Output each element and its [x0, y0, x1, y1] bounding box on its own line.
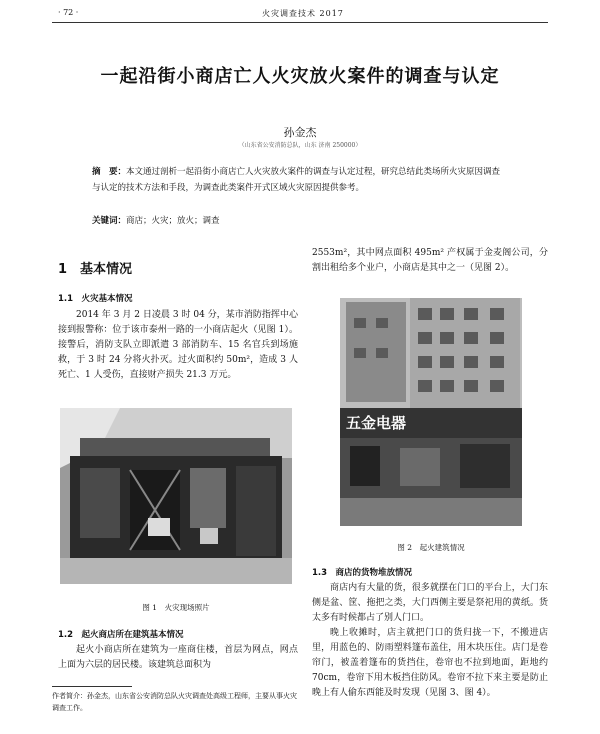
paragraph: 起火小商店所在建筑为一座商住楼，首层为网点，网点上面为六层的居民楼。该建筑总面积为: [58, 645, 298, 670]
figure-1-caption: 图 1 火灾现场照片: [142, 603, 210, 612]
keywords: [92, 214, 220, 226]
header-rule: [52, 22, 548, 23]
paragraph: 晚上收摊时，店主就把门口的货归拢一下，不搬进店里，用蓝色的、防雨塑料篷布盖住，用木块压住。店门是卷帘门，被盖着篷布的货挡住，卷帘也不拉到地面，距地约 70cm，卷帘下用木板挡住防风。卷帘不拉下来主要是防止晚上有人偷东西能及时发现（见图 3、图 4）。: [312, 628, 548, 698]
abstract-text: 本文通过剖析一起沿街小商店亡人火灾放火案件的调查与认定过程，研究总结此类场所火灾原因调查与认定的技术方法和手段，为调查此类案件开式区域火灾原因提供参考。: [92, 167, 501, 193]
subsection-1-2-body: [58, 643, 298, 673]
affiliation: （山东省公安消防总队，山东 济南 250000）: [238, 142, 362, 149]
subsection-1-1-body: [58, 308, 298, 383]
footnote-rule: [52, 686, 132, 687]
subsection-1-3-body: [312, 581, 548, 701]
right-column-intro: [312, 246, 548, 276]
abstract: [92, 164, 508, 196]
section-1-heading: 1 基本情况: [58, 262, 133, 277]
abstract-label: 摘 要：: [92, 167, 127, 177]
figure-1-fire-scene-photo: [60, 408, 292, 584]
author: 孙金杰: [283, 126, 317, 139]
article-title: 一起沿街小商店亡人火灾放火案件的调查与认定: [100, 66, 500, 87]
journal-title: 火灾调查技术 2017: [262, 9, 344, 18]
author-footnote: 作者简介：孙金杰，山东省公安消防总队火灾调查处高级工程师，主要从事火灾调查工作。: [52, 692, 297, 712]
keywords-label: 关键词：: [92, 216, 127, 226]
paragraph: 商店内有大量的货，很多就摆在门口的平台上，大门东侧是盆、筐、拖把之类，大门西侧主要是祭祀用的黄纸。货太多有时候都占了别人门口。: [312, 583, 548, 623]
paragraph: 2014 年 3 月 2 日凌晨 3 时 04 分，某市消防指挥中心接到报警称：位于该市泰州一路的一小商店起火（见图 1）。接警后，消防支队立即派遣 3 部消防车、15 名官兵到场施救，于 3 时 24 分将火扑灭。过火面积约 50m²，造成 3 人死亡、1 人受伤，直接财产损失 21.3 万元。: [58, 310, 298, 380]
page-number: · 72 ·: [58, 8, 79, 17]
keywords-text: 商店；火灾；放火；调查: [126, 216, 220, 226]
running-header: [0, 6, 600, 20]
figure-2-caption: 图 2 起火建筑情况: [397, 543, 465, 552]
subsection-1-1-heading: 1.1 火灾基本情况: [58, 294, 133, 304]
subsection-1-3-heading: 1.3 商店的货物堆放情况: [312, 568, 413, 578]
shop-sign-text: 五金电器: [346, 414, 407, 432]
paragraph: 2553m²，其中网点面积 495m² 产权属于金麦阁公司，分割出租给多个业户，小商店是其中之一（见图 2）。: [312, 248, 548, 273]
subsection-1-2-heading: 1.2 起火商店所在建筑基本情况: [58, 630, 184, 640]
